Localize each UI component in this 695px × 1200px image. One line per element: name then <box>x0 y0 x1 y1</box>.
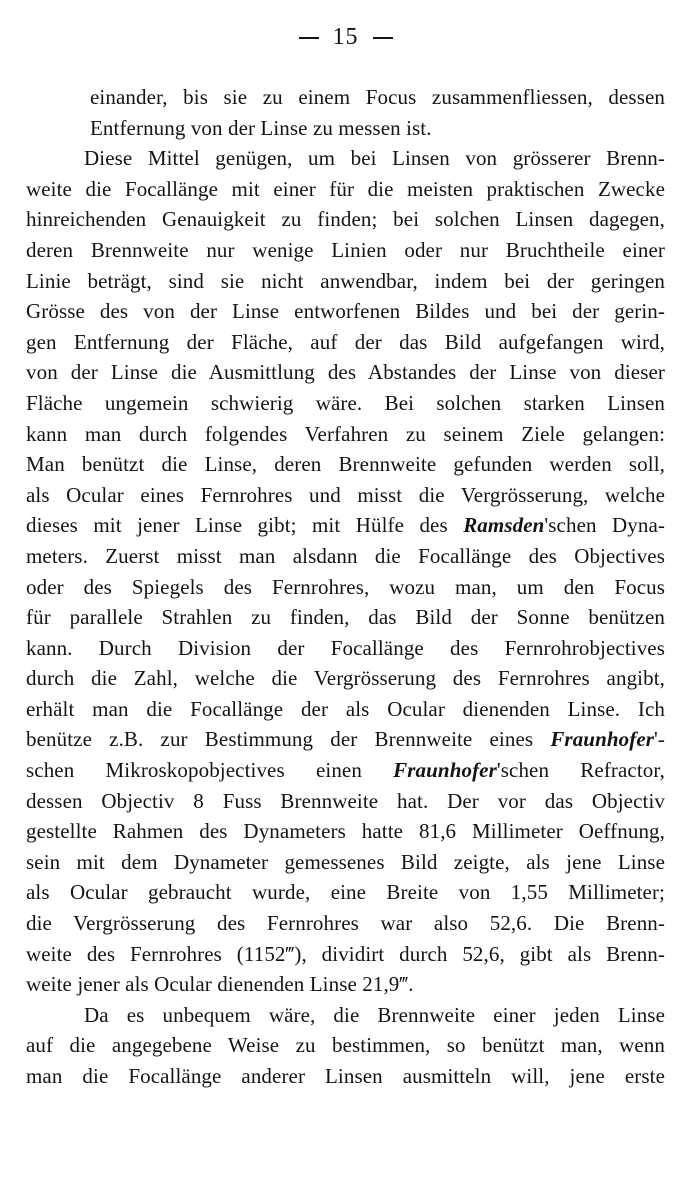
line-text-after: 'schen Refractor, <box>496 758 665 783</box>
text-line <box>26 419 665 450</box>
proper-name: Fraunhofer <box>393 758 497 783</box>
line-text: Entfernung von der Linse zu messen ist. <box>90 115 432 140</box>
line-text: weite des Fernrohres (1152‴), dividirt durch 52,6, gibt als Brenn- <box>26 941 665 966</box>
header-dash-right <box>373 37 393 39</box>
line-text: man die Focallänge anderer Linsen ausmitteln will, jene erste <box>26 1064 665 1088</box>
body-text <box>26 82 665 1092</box>
line-text: deren Brennweite nur wenige Linien oder nur Bruchtheile einer <box>26 237 665 262</box>
line-text: sein mit dem Dynameter gemessenes Bild zeigte, als jene Linse <box>26 849 665 874</box>
line-text: Diese Mittel genügen, um bei Linsen von grösserer Brenn- <box>84 146 665 171</box>
header-dash-left <box>299 37 319 39</box>
page-header <box>26 22 665 52</box>
text-line <box>26 113 665 144</box>
text-line <box>26 174 665 205</box>
line-text: die Vergrösserung des Fernrohres war also 52,6. Die Brenn- <box>26 911 665 936</box>
line-text: als Ocular eines Fernrohres und misst die Vergrösserung, welche <box>26 482 665 507</box>
text-line <box>26 388 665 419</box>
text-line <box>26 847 665 878</box>
line-text: Man benützt die Linse, deren Brennweite gefunden werden soll, <box>26 452 665 477</box>
line-text: von der Linse die Ausmittlung des Abstandes der Linse von dieser <box>26 360 665 385</box>
text-line <box>26 572 665 603</box>
line-text: gen Entfernung der Fläche, auf der das Bild aufgefangen wird, <box>26 329 665 354</box>
line-text: einander, bis sie zu einem Focus zusammenfliessen, dessen <box>90 85 665 109</box>
line-text: kann man durch folgendes Verfahren zu seinem Ziele gelangen: <box>26 421 665 446</box>
proper-name: Fraunhofer <box>550 727 655 752</box>
line-text-before: dieses mit jener Linse gibt; mit Hülfe des <box>26 513 464 538</box>
line-text: hinreichenden Genauigkeit zu finden; bei solchen Linsen dagegen, <box>26 207 665 232</box>
line-text: erhält man die Focallänge der als Ocular dienenden Linse. Ich <box>26 696 665 721</box>
text-line <box>26 480 665 511</box>
line-text-before: benütze z.B. zur Bestimmung der Brennweite eines <box>26 727 551 752</box>
line-text: Fläche ungemein schwierig wäre. Bei solchen starken Linsen <box>26 390 665 415</box>
text-line <box>26 143 665 174</box>
text-line <box>26 1030 665 1061</box>
text-line <box>26 204 665 235</box>
text-line <box>26 786 665 817</box>
line-text: Grösse des von der Linse entworfenen Bildes und bei der gerin- <box>26 299 665 324</box>
line-text: als Ocular gebraucht wurde, eine Breite von 1,55 Millimeter; <box>26 880 665 905</box>
text-line <box>26 82 665 113</box>
page-number: 15 <box>332 24 359 50</box>
line-text-after: 'schen Dyna- <box>544 513 666 538</box>
text-line <box>26 541 665 572</box>
text-line <box>26 663 665 694</box>
text-line <box>26 755 665 786</box>
line-text-after: '- <box>654 727 665 752</box>
line-text: dessen Objectiv 8 Fuss Brennweite hat. Der vor das Objectiv <box>26 788 665 813</box>
text-line <box>26 816 665 847</box>
text-line <box>26 235 665 266</box>
text-line <box>26 908 665 939</box>
proper-name: Ramsden <box>463 513 545 538</box>
text-line <box>26 357 665 388</box>
line-text: für parallele Strahlen zu finden, das Bild der Sonne benützen <box>26 605 665 630</box>
line-text: Linie beträgt, sind sie nicht anwendbar, indem bei der geringen <box>26 268 665 293</box>
line-text: auf die angegebene Weise zu bestimmen, so benützt man, wenn <box>26 1033 665 1058</box>
line-text: weite jener als Ocular dienenden Linse 21,9‴. <box>26 972 414 997</box>
line-text: weite die Focallänge mit einer für die meisten praktischen Zwecke <box>26 176 665 201</box>
text-line <box>26 694 665 725</box>
text-line <box>26 969 665 1000</box>
line-text: durch die Zahl, welche die Vergrösserung des Fernrohres angibt, <box>26 666 665 691</box>
line-text-before: schen Mikroskopobjectives einen <box>26 758 394 783</box>
text-line <box>26 510 665 541</box>
text-line <box>26 724 665 755</box>
text-line <box>26 327 665 358</box>
line-text: oder des Spiegels des Fernrohres, wozu man, um den Focus <box>26 574 665 599</box>
line-text: meters. Zuerst misst man alsdann die Focallänge des Objectives <box>26 543 665 568</box>
text-line <box>26 266 665 297</box>
text-line <box>26 633 665 664</box>
text-line <box>26 449 665 480</box>
line-text: gestellte Rahmen des Dynameters hatte 81,6 Millimeter Oeffnung, <box>26 819 665 844</box>
text-line <box>26 1061 665 1092</box>
line-text: kann. Durch Division der Focallänge des Fernrohrobjectives <box>26 635 665 660</box>
text-line <box>26 296 665 327</box>
line-text: Da es unbequem wäre, die Brennweite einer jeden Linse <box>84 1002 665 1027</box>
text-line <box>26 1000 665 1031</box>
text-line <box>26 602 665 633</box>
text-line <box>26 877 665 908</box>
text-line <box>26 939 665 970</box>
